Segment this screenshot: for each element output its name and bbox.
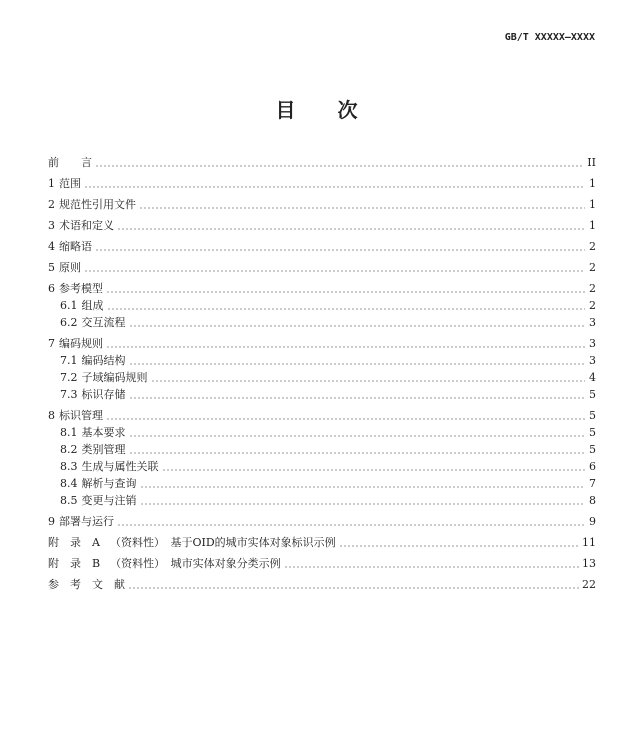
toc-entry-label: 术语和定义 bbox=[59, 219, 114, 232]
toc-page-number: 1 bbox=[589, 219, 596, 232]
toc-entry-number: 8.2 bbox=[60, 443, 78, 456]
dot-leader bbox=[129, 363, 586, 365]
toc-page-number: 1 bbox=[589, 198, 596, 211]
toc-entry-title bbox=[60, 477, 137, 491]
toc-page-number: 2 bbox=[589, 299, 596, 312]
toc-entry[interactable] bbox=[48, 557, 596, 571]
toc-entry-label: 范围 bbox=[59, 177, 81, 190]
toc-entry[interactable] bbox=[48, 337, 596, 351]
toc-page-number: II bbox=[587, 156, 596, 169]
toc-entry-number: 8.1 bbox=[60, 426, 78, 439]
toc-entry[interactable] bbox=[48, 282, 596, 296]
toc-entry-title bbox=[60, 460, 159, 474]
toc-entry-label: 规范性引用文件 bbox=[59, 198, 136, 211]
toc-page-number: 3 bbox=[589, 354, 596, 367]
toc-entry[interactable] bbox=[48, 316, 596, 330]
toc-page-number: 2 bbox=[589, 240, 596, 253]
toc-entry-label: 变更与注销 bbox=[81, 494, 137, 507]
toc-entry-label: 原则 bbox=[59, 261, 81, 274]
toc-entry-title bbox=[60, 354, 126, 368]
toc-page-number: 2 bbox=[589, 282, 596, 295]
toc-entry-title bbox=[60, 299, 104, 313]
toc-entry[interactable] bbox=[48, 240, 596, 254]
toc-page-number: 7 bbox=[589, 477, 596, 490]
toc-entry[interactable] bbox=[48, 426, 596, 440]
toc-entry-label: 解析与查询 bbox=[81, 477, 137, 490]
toc-entry-number: 4 bbox=[48, 240, 55, 253]
dot-leader bbox=[339, 545, 579, 547]
dot-leader bbox=[139, 207, 585, 209]
toc-entry-number: 8 bbox=[48, 409, 55, 422]
toc-entry-title bbox=[60, 494, 137, 508]
toc-entry-label: 基本要求 bbox=[81, 426, 126, 439]
toc-entry[interactable] bbox=[48, 460, 596, 474]
toc-page-number: 6 bbox=[589, 460, 596, 473]
toc-entry-number: 8.5 bbox=[60, 494, 78, 507]
toc-entry-number: 7.2 bbox=[60, 371, 78, 384]
dot-leader bbox=[106, 346, 585, 348]
toc-page-number: 9 bbox=[589, 515, 596, 528]
toc-entry-number: 7 bbox=[48, 337, 55, 350]
toc-page-number: 22 bbox=[582, 578, 596, 591]
toc-entry-label: 类别管理 bbox=[81, 443, 126, 456]
dot-leader bbox=[84, 186, 585, 188]
title-char-2: 次 bbox=[337, 98, 358, 122]
toc-entry[interactable] bbox=[48, 578, 596, 592]
dot-leader bbox=[162, 469, 586, 471]
toc-entry-number: 附 录 B bbox=[48, 557, 101, 570]
toc-entry-label: （资料性） 城市实体对象分类示例 bbox=[110, 557, 281, 570]
toc-entry[interactable] bbox=[48, 219, 596, 233]
toc-entry-label: 标识存储 bbox=[81, 388, 126, 401]
dot-leader bbox=[129, 452, 586, 454]
toc-entry-title bbox=[60, 443, 126, 457]
toc-entry-label: 组成 bbox=[81, 299, 104, 312]
toc-entry-title bbox=[48, 557, 281, 571]
toc-entry-label: 编码规则 bbox=[59, 337, 103, 350]
toc-entry-label: 参 考 文 献 bbox=[48, 578, 125, 591]
dot-leader bbox=[129, 325, 586, 327]
toc-page-number: 8 bbox=[589, 494, 596, 507]
toc-entry[interactable] bbox=[48, 299, 596, 313]
dot-leader bbox=[151, 380, 586, 382]
toc-page-number: 5 bbox=[589, 443, 596, 456]
toc-page-number: 2 bbox=[589, 261, 596, 274]
toc-entry-title bbox=[48, 282, 103, 296]
toc-entry-number: 9 bbox=[48, 515, 55, 528]
toc-entry[interactable] bbox=[48, 388, 596, 402]
toc-page-number: 5 bbox=[589, 409, 596, 422]
toc-entry-number: 1 bbox=[48, 177, 55, 190]
dot-leader bbox=[128, 587, 579, 589]
toc-entry-title bbox=[48, 261, 81, 275]
dot-leader bbox=[140, 486, 586, 488]
dot-leader bbox=[107, 308, 586, 310]
standard-code: GB/T XXXXX—XXXX bbox=[504, 32, 595, 43]
toc-entry-label: 前 言 bbox=[48, 156, 92, 169]
toc-entry[interactable] bbox=[48, 443, 596, 457]
page-title bbox=[0, 94, 633, 123]
toc-entry-label: 生成与属性关联 bbox=[81, 460, 159, 473]
toc-entry-title bbox=[48, 409, 103, 423]
toc-entry-number: 5 bbox=[48, 261, 55, 274]
toc-entry-title bbox=[60, 388, 126, 402]
table-of-contents bbox=[48, 156, 596, 599]
dot-leader bbox=[129, 397, 586, 399]
toc-page-number: 11 bbox=[582, 536, 596, 549]
toc-entry-title bbox=[48, 578, 125, 592]
toc-entry-number: 6.1 bbox=[60, 299, 78, 312]
toc-page-number: 5 bbox=[589, 388, 596, 401]
toc-entry-label: 编码结构 bbox=[81, 354, 126, 367]
toc-entry-title bbox=[48, 240, 92, 254]
dot-leader bbox=[117, 228, 585, 230]
toc-entry[interactable] bbox=[48, 536, 596, 550]
toc-entry-number: 3 bbox=[48, 219, 55, 232]
toc-entry-label: 子域编码规则 bbox=[81, 371, 148, 384]
toc-entry-title bbox=[48, 219, 114, 233]
toc-entry[interactable] bbox=[48, 198, 596, 212]
toc-page-number: 13 bbox=[582, 557, 596, 570]
toc-entry-number: 2 bbox=[48, 198, 55, 211]
toc-entry-title bbox=[48, 515, 114, 529]
toc-entry[interactable] bbox=[48, 515, 596, 529]
dot-leader bbox=[106, 418, 585, 420]
toc-page-number: 3 bbox=[589, 316, 596, 329]
toc-entry-number: 6 bbox=[48, 282, 55, 295]
toc-entry-label: （资料性） 基于OID的城市实体对象标识示例 bbox=[109, 536, 336, 549]
toc-entry-title bbox=[60, 426, 126, 440]
toc-entry-title bbox=[48, 536, 336, 550]
toc-entry-number: 附 录 A bbox=[48, 536, 100, 549]
dot-leader bbox=[95, 249, 585, 251]
toc-entry-title bbox=[48, 198, 136, 212]
toc-entry[interactable] bbox=[48, 371, 596, 385]
dot-leader bbox=[140, 503, 586, 505]
title-char-1: 目 bbox=[275, 98, 296, 122]
dot-leader bbox=[284, 566, 579, 568]
toc-entry-title bbox=[48, 156, 92, 170]
toc-entry-title bbox=[48, 337, 103, 351]
toc-entry[interactable] bbox=[48, 477, 596, 491]
toc-entry-label: 交互流程 bbox=[81, 316, 126, 329]
toc-page-number: 3 bbox=[589, 337, 596, 350]
toc-entry[interactable] bbox=[48, 494, 596, 508]
toc-entry-number: 7.1 bbox=[60, 354, 78, 367]
toc-entry-number: 6.2 bbox=[60, 316, 78, 329]
toc-entry-title bbox=[48, 177, 81, 191]
toc-entry-number: 8.3 bbox=[60, 460, 78, 473]
toc-entry[interactable] bbox=[48, 177, 596, 191]
toc-entry-label: 缩略语 bbox=[59, 240, 92, 253]
dot-leader bbox=[95, 165, 584, 167]
toc-entry[interactable] bbox=[48, 409, 596, 423]
toc-entry-number: 8.4 bbox=[60, 477, 78, 490]
toc-entry-title bbox=[60, 371, 148, 385]
toc-entry-label: 标识管理 bbox=[59, 409, 103, 422]
dot-leader bbox=[106, 291, 585, 293]
toc-entry-label: 参考模型 bbox=[59, 282, 103, 295]
toc-page-number: 1 bbox=[589, 177, 596, 190]
toc-entry[interactable] bbox=[48, 354, 596, 368]
toc-entry-title bbox=[60, 316, 126, 330]
toc-entry-label: 部署与运行 bbox=[59, 515, 114, 528]
dot-leader bbox=[117, 524, 585, 526]
dot-leader bbox=[84, 270, 585, 272]
toc-page-number: 4 bbox=[589, 371, 596, 384]
toc-entry[interactable] bbox=[48, 156, 596, 170]
toc-page-number: 5 bbox=[589, 426, 596, 439]
toc-entry-number: 7.3 bbox=[60, 388, 78, 401]
dot-leader bbox=[129, 435, 586, 437]
toc-entry[interactable] bbox=[48, 261, 596, 275]
